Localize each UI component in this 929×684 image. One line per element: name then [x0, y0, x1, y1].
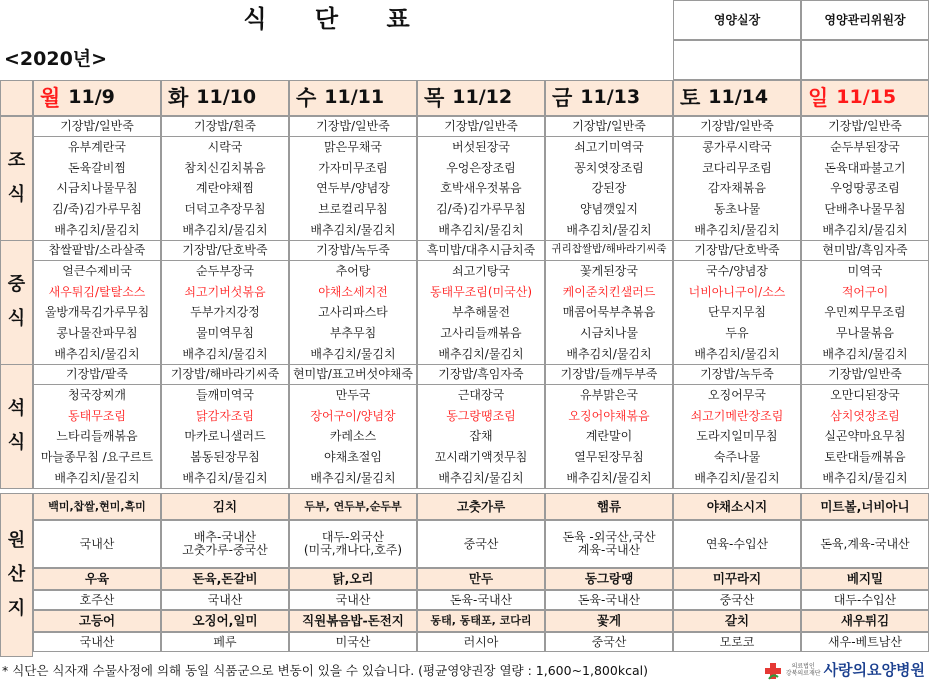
menu-item: 배추김치/물김치	[182, 471, 268, 486]
day-header-0	[33, 80, 161, 116]
menu-item: 배추김치/물김치	[566, 471, 652, 486]
origin-value: 러시아	[417, 632, 545, 652]
menu-item: 기장밥/해바라기씨죽	[161, 364, 289, 385]
origin-value: 연육-수입산	[673, 520, 801, 568]
menu-item: 야채소세지전	[318, 284, 388, 299]
menu-item: 배추김치/물김치	[694, 347, 780, 362]
origin-header: 닭,오리	[289, 568, 417, 590]
signoff-label-2: 영양관리위원장	[801, 0, 929, 40]
origin-header: 새우튀김	[801, 610, 929, 632]
menu-item: 너비아니구이/소스	[688, 284, 786, 299]
day-date: 11/11	[324, 86, 385, 109]
menu-item: 새우튀김/탈탈소스	[48, 284, 146, 299]
day-header-4	[545, 80, 673, 116]
menu-item: 더덕고추장무침	[184, 202, 266, 217]
menu-item: 배추김치/물김치	[310, 471, 396, 486]
origin-header: 두부, 연두부,순두부	[289, 493, 417, 520]
year-label: <2020년>	[4, 48, 108, 71]
menu-item: 흑미밥/대추시금치죽	[417, 240, 545, 261]
origin-value: 미국산	[289, 632, 417, 652]
menu-item: 돈육대파불고기	[824, 160, 906, 175]
menu-item: 기장밥/흰죽	[161, 116, 289, 137]
logo-org-top: 의료법인	[791, 662, 815, 670]
origin-header: 우육	[33, 568, 161, 590]
menu-item: 가자미무조림	[318, 160, 388, 175]
logo-name: 사랑의요양병원	[823, 660, 925, 679]
menu-item: 감자채볶음	[708, 181, 766, 196]
day-name: 금	[552, 85, 573, 110]
menu-item: 봄동된장무침	[190, 450, 260, 465]
menu-item: 장어구이/양념장	[310, 408, 396, 423]
menu-item: 들깨미역국	[196, 387, 254, 402]
origin-header: 동태, 동태포, 코다리	[417, 610, 545, 632]
menu-item: 연두부/양념장	[316, 181, 390, 196]
menu-item: 배추김치/물김치	[694, 223, 780, 238]
menu-item: 동그랑땡조림	[446, 408, 516, 423]
menu-item: 시금치나물무침	[56, 181, 138, 196]
corner-cell	[0, 80, 33, 116]
menu-item: 부추무침	[329, 326, 377, 341]
origin-value: 국내산	[33, 632, 161, 652]
meal-label-1	[0, 240, 33, 365]
menu-item: 두부가지강정	[190, 305, 260, 320]
menu-item: 무나물볶음	[836, 326, 894, 341]
menu-item: 닭감자조림	[196, 408, 254, 423]
menu-item: 숙주나물	[713, 450, 761, 465]
menu-item: 쇠고기탕국	[452, 263, 510, 278]
day-date: 11/14	[708, 86, 769, 109]
menu-item: 느타리들깨볶음	[56, 429, 138, 444]
origin-header: 야채소시지	[673, 493, 801, 520]
menu-item: 참치신김치볶음	[184, 160, 266, 175]
menu-item: 배추김치/물김치	[566, 223, 652, 238]
menu-item: 꼬시래기액젓무침	[434, 450, 528, 465]
menu-item: 시금치나물	[580, 326, 638, 341]
menu-item: 만두국	[335, 387, 371, 402]
menu-item: 기장밥/일반죽	[33, 116, 161, 137]
page-title: 식 단 표	[243, 5, 430, 34]
menu-item: 기장밥/일반죽	[289, 116, 417, 137]
menu-item: 유부맑은국	[580, 387, 638, 402]
day-header-5	[673, 80, 801, 116]
menu-item: 계란야채찜	[196, 181, 254, 196]
origin-label-text: 원 산 지	[7, 529, 26, 620]
menu-item: 야채초절임	[324, 450, 382, 465]
menu-item: 유부계란국	[68, 139, 126, 154]
day-name: 토	[680, 85, 701, 110]
menu-item: 우민찌무무조림	[824, 305, 906, 320]
menu-item: 단배추나물무침	[824, 202, 906, 217]
menu-item: 토란대들깨볶음	[824, 450, 906, 465]
menu-item: 마늘종무침 /요구르트	[40, 450, 154, 465]
menu-item: 오만디된장국	[830, 387, 900, 402]
menu-item: 동태무조림	[68, 408, 126, 423]
menu-item: 기장밥/팥죽	[33, 364, 161, 385]
day-name: 수	[296, 85, 317, 110]
signoff-label-1: 영양실장	[673, 0, 801, 40]
menu-item: 양념깻잎지	[580, 202, 638, 217]
day-header-3	[417, 80, 545, 116]
menu-item: 배추김치/물김치	[54, 223, 140, 238]
day-header-6	[801, 80, 929, 116]
menu-item: 돈육갈비찜	[68, 160, 126, 175]
origin-header: 미트볼,너비아니	[801, 493, 929, 520]
origin-value: 중국산	[417, 520, 545, 568]
origin-header: 미꾸라지	[673, 568, 801, 590]
menu-item: 우엉땅콩조림	[830, 181, 900, 196]
menu-item: 꽁치엿장조림	[574, 160, 644, 175]
origin-value: 돈육-국내산	[545, 590, 673, 610]
menu-item: 계란말이	[585, 429, 633, 444]
menu-item: 배추김치/물김치	[822, 471, 908, 486]
meal-label-text: 석 식	[7, 398, 26, 454]
day-date: 11/13	[580, 86, 641, 109]
menu-item: 김/죽)김가루무침	[52, 202, 142, 217]
origin-header: 갈치	[673, 610, 801, 632]
origin-label	[0, 493, 33, 657]
origin-header: 햄류	[545, 493, 673, 520]
menu-item: 강된장	[591, 181, 627, 196]
menu-item: 배추김치/물김치	[694, 471, 780, 486]
menu-item: 배추김치/물김치	[54, 347, 140, 362]
menu-item: 브로컬리무침	[318, 202, 388, 217]
menu-item: 매콤어묵부추볶음	[562, 305, 656, 320]
menu-item: 찹쌀팥밥/소라살죽	[33, 240, 161, 261]
menu-item: 울방개묵김가루무침	[44, 305, 150, 320]
origin-value: 배추-국내산 고춧가루-중국산	[161, 520, 289, 568]
menu-item: 잡채	[469, 429, 493, 444]
origin-header: 동그랑땡	[545, 568, 673, 590]
origin-value: 돈육,계육-국내산	[801, 520, 929, 568]
menu-item: 순두부된장국	[830, 139, 900, 154]
origin-header: 김치	[161, 493, 289, 520]
menu-item: 김/죽)김가루무침	[436, 202, 526, 217]
day-name: 화	[168, 85, 189, 110]
menu-item: 현미밥/흑임자죽	[801, 240, 929, 261]
menu-item: 삼치엿장조림	[830, 408, 900, 423]
menu-item: 기장밥/들깨두부죽	[545, 364, 673, 385]
menu-item: 기장밥/일반죽	[417, 116, 545, 137]
day-date: 11/15	[836, 86, 897, 109]
menu-item: 기장밥/일반죽	[673, 116, 801, 137]
menu-item: 순두부장국	[196, 263, 254, 278]
menu-item: 배추김치/물김치	[438, 347, 524, 362]
origin-header: 돈육,돈갈비	[161, 568, 289, 590]
origin-header: 꽃게	[545, 610, 673, 632]
origin-value: 국내산	[33, 520, 161, 568]
menu-item: 청국장찌개	[68, 387, 126, 402]
menu-item: 물미역무침	[196, 326, 254, 341]
origin-header: 고등어	[33, 610, 161, 632]
menu-item: 기장밥/일반죽	[801, 116, 929, 137]
menu-item: 기장밥/녹두죽	[289, 240, 417, 261]
menu-item: 동초나물	[713, 202, 761, 217]
menu-item: 근대장국	[457, 387, 505, 402]
menu-item: 얼큰수제비국	[62, 263, 132, 278]
menu-item: 고사리파스타	[318, 305, 388, 320]
menu-item: 기장밥/일반죽	[801, 364, 929, 385]
origin-header: 만두	[417, 568, 545, 590]
menu-item: 배추김치/물김치	[310, 347, 396, 362]
origin-value: 호주산	[33, 590, 161, 610]
origin-value: 국내산	[289, 590, 417, 610]
origin-value: 돈육 -외국산,국산 계육-국내산	[545, 520, 673, 568]
signoff-box-2	[801, 40, 929, 80]
menu-item: 도라지일미무침	[696, 429, 778, 444]
menu-item: 쇠고기버섯볶음	[184, 284, 266, 299]
menu-item: 꽃게된장국	[580, 263, 638, 278]
origin-value: 돈육-국내산	[417, 590, 545, 610]
meal-label-2	[0, 364, 33, 489]
menu-item: 호박새우젓볶음	[440, 181, 522, 196]
menu-item: 배추김치/물김치	[438, 471, 524, 486]
menu-item: 부추해물전	[452, 305, 510, 320]
meal-label-text: 조 식	[7, 150, 26, 206]
menu-item: 귀리찹쌀밥/해바라기씨죽	[545, 240, 673, 261]
day-date: 11/10	[196, 86, 257, 109]
origin-value: 대두-외국산 (미국,캐나다,호주)	[289, 520, 417, 568]
origin-value: 페루	[161, 632, 289, 652]
origin-header: 고춧가루	[417, 493, 545, 520]
origin-value: 국내산	[161, 590, 289, 610]
menu-item: 카레소스	[329, 429, 377, 444]
menu-item: 쇠고기미역국	[574, 139, 644, 154]
menu-item: 미역국	[847, 263, 883, 278]
day-name: 일	[808, 85, 829, 110]
signoff-box-1	[673, 40, 801, 80]
day-name: 월	[40, 85, 61, 110]
day-header-1	[161, 80, 289, 116]
meal-label-0	[0, 116, 33, 241]
origin-header: 베지밀	[801, 568, 929, 590]
menu-item: 콩나물잔파무침	[56, 326, 138, 341]
menu-item: 배추김치/물김치	[182, 223, 268, 238]
menu-item: 코다리무조림	[702, 160, 772, 175]
menu-item: 우엉은장조림	[446, 160, 516, 175]
origin-value: 중국산	[673, 590, 801, 610]
menu-item: 맑은무채국	[324, 139, 382, 154]
menu-item: 현미밥/표고버섯야채죽	[289, 364, 417, 385]
menu-item: 배추김치/물김치	[182, 347, 268, 362]
origin-value: 모로코	[673, 632, 801, 652]
origin-header: 오징어,일미	[161, 610, 289, 632]
origin-value: 대두-수입산	[801, 590, 929, 610]
logo-org	[786, 664, 821, 677]
logo-org-bottom: 강북의료재단	[785, 669, 821, 677]
cross-icon	[763, 661, 783, 681]
menu-item: 오징어야채볶음	[568, 408, 650, 423]
menu-item: 배추김치/물김치	[54, 471, 140, 486]
menu-item: 배추김치/물김치	[822, 347, 908, 362]
menu-item: 기장밥/흑임자죽	[417, 364, 545, 385]
menu-item: 적어구이	[841, 284, 889, 299]
menu-item: 두유	[725, 326, 749, 341]
menu-item: 쇠고기메란장조림	[690, 408, 784, 423]
menu-item: 단무지무침	[708, 305, 766, 320]
menu-item: 케이준치킨샐러드	[562, 284, 656, 299]
meal-label-text: 중 식	[7, 274, 26, 330]
day-date: 11/9	[68, 86, 115, 109]
origin-value: 중국산	[545, 632, 673, 652]
menu-item: 동태무조림(미국산)	[429, 284, 533, 299]
menu-item: 마카로니샐러드	[184, 429, 266, 444]
menu-item: 실곤약마요무침	[824, 429, 906, 444]
origin-header: 직원볶음밥-돈전지	[289, 610, 417, 632]
menu-item: 국수/양념장	[705, 263, 768, 278]
menu-item: 기장밥/단호박죽	[673, 240, 801, 261]
menu-item: 고사리들깨볶음	[440, 326, 522, 341]
day-date: 11/12	[452, 86, 513, 109]
menu-item: 배추김치/물김치	[566, 347, 652, 362]
hospital-logo	[750, 657, 929, 684]
footer-note: * 식단은 식자재 수물사정에 의해 동일 식품군으로 변동이 있을 수 있습니다. (평균영양권장 열량 : 1,600~1,800kcal)	[2, 662, 648, 678]
menu-item: 추어탕	[335, 263, 371, 278]
menu-item: 오징어무국	[708, 387, 766, 402]
menu-item: 기장밥/일반죽	[545, 116, 673, 137]
menu-item: 버섯된장국	[452, 139, 510, 154]
menu-item: 기장밥/녹두죽	[673, 364, 801, 385]
menu-item: 배추김치/물김치	[822, 223, 908, 238]
menu-item: 콩가루시락국	[702, 139, 772, 154]
menu-item: 배추김치/물김치	[310, 223, 396, 238]
day-header-2	[289, 80, 417, 116]
menu-item: 시락국	[207, 139, 243, 154]
menu-item: 배추김치/물김치	[438, 223, 524, 238]
origin-header: 백미,찹쌀,현미,흑미	[33, 493, 161, 520]
menu-item: 열무된장무침	[574, 450, 644, 465]
origin-value: 새우-베트남산	[801, 632, 929, 652]
day-name: 목	[424, 85, 445, 110]
menu-item: 기장밥/단호박죽	[161, 240, 289, 261]
